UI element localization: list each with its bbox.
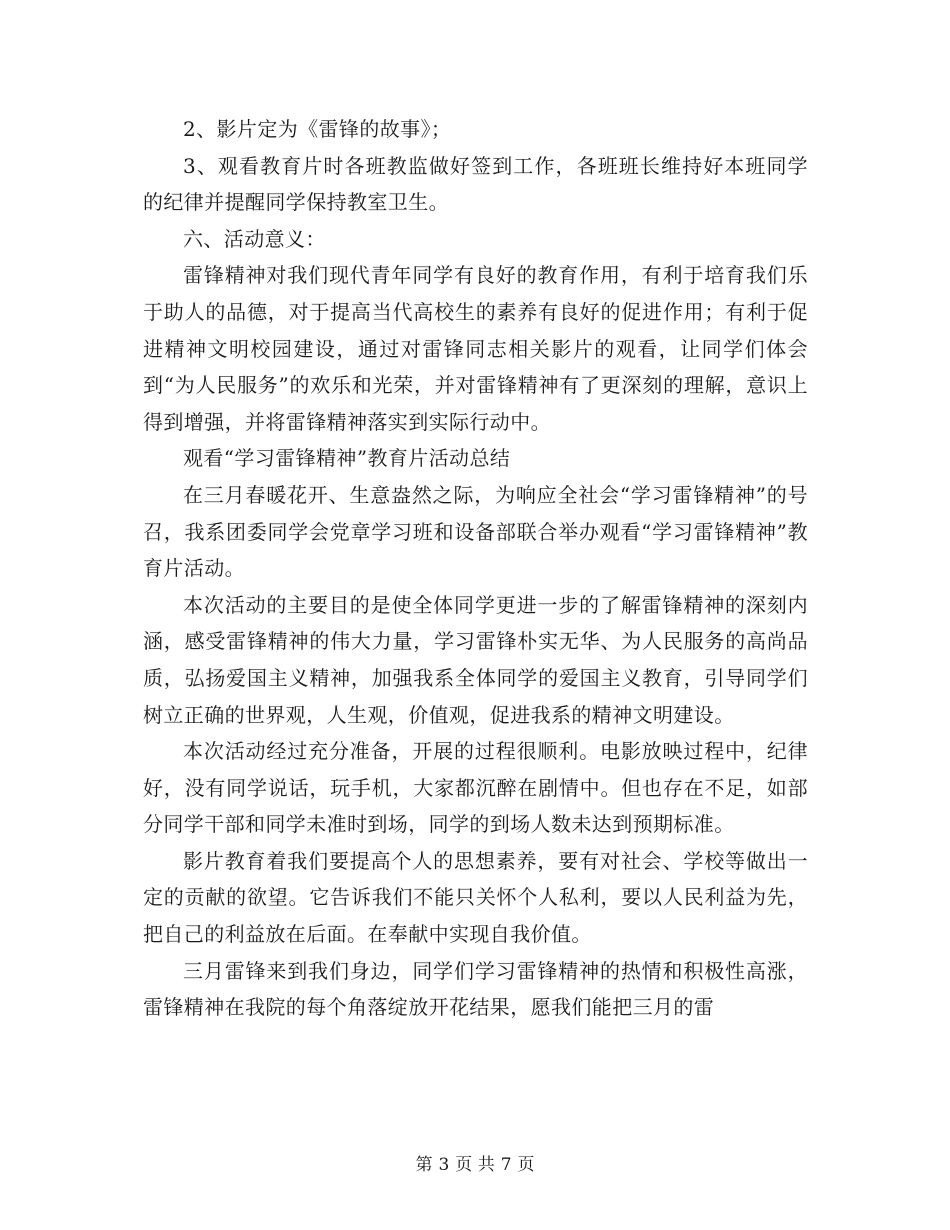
footer-prefix: 第 <box>415 1155 433 1175</box>
paragraph-summary-purpose: 本次活动的主要目的是使全体同学更进一步的了解雷锋精神的深刻内涵，感受雷锋精神的伟大力量，学习雷锋朴实无华、为人民服务的高尚品质，弘扬爱国主义精神，加强我系全体同学的爱国主义教育，引导同学们树立正确的世界观，人生观，价值观，促进我系的精神文明建设。 <box>143 592 808 727</box>
document-body <box>143 111 808 1026</box>
section-heading-significance: 六、活动意义： <box>183 226 326 251</box>
footer-current-page: 3 <box>438 1155 450 1175</box>
paragraph-summary-closing: 三月雷锋来到我们身边，同学们学习雷锋精神的热情和积极性高涨，雷锋精神在我院的每个角落绽放开花结果，愿我们能把三月的雷 <box>143 958 808 1020</box>
paragraph-film-title: 2、影片定为《雷锋的故事》； <box>183 117 452 141</box>
paragraph-summary-process: 本次活动经过充分准备，开展的过程很顺利。电影放映过程中，纪律好，没有同学说话，玩手机，大家都沉醉在剧情中。但也存在不足，如部分同学干部和同学未准时到场，同学的到场人数未达到预期标准。 <box>143 739 808 837</box>
paragraph-sign-in: 3、观看教育片时各班教监做好签到工作，各班班长维持好本班同学的纪律并提醒同学保持教室卫生。 <box>143 153 808 215</box>
summary-title: 观看“学习雷锋精神”教育片活动总结 <box>183 446 511 471</box>
paragraph-significance: 雷锋精神对我们现代青年同学有良好的教育作用，有利于培育我们乐于助人的品德，对于提高当代高校生的素养有良好的促进作用；有利于促进精神文明校园建设，通过对雷锋同志相关影片的观看，让同学们体会到“为人民服务”的欢乐和光荣，并对雷锋精神有了更深刻的理解，意识上得到增强，并将雷锋精神落实到实际行动中。 <box>143 263 808 434</box>
paragraph-summary-intro: 在三月春暖花开、生意盎然之际，为响应全社会“学习雷锋精神”的号召，我系团委同学会党章学习班和设备部联合举办观看“学习雷锋精神”教育片活动。 <box>143 482 808 581</box>
page-footer <box>0 1150 950 1175</box>
paragraph-summary-lesson: 影片教育着我们要提高个人的思想素养，要有对社会、学校等做出一定的贡献的欲望。它告诉我们不能只关怀个人私利，要以人民利益为先，把自己的利益放在后面。在奉献中实现自我价值。 <box>143 848 808 947</box>
footer-middle: 页 共 <box>455 1155 495 1175</box>
footer-total-pages: 7 <box>500 1155 512 1175</box>
footer-suffix: 页 <box>517 1155 535 1175</box>
